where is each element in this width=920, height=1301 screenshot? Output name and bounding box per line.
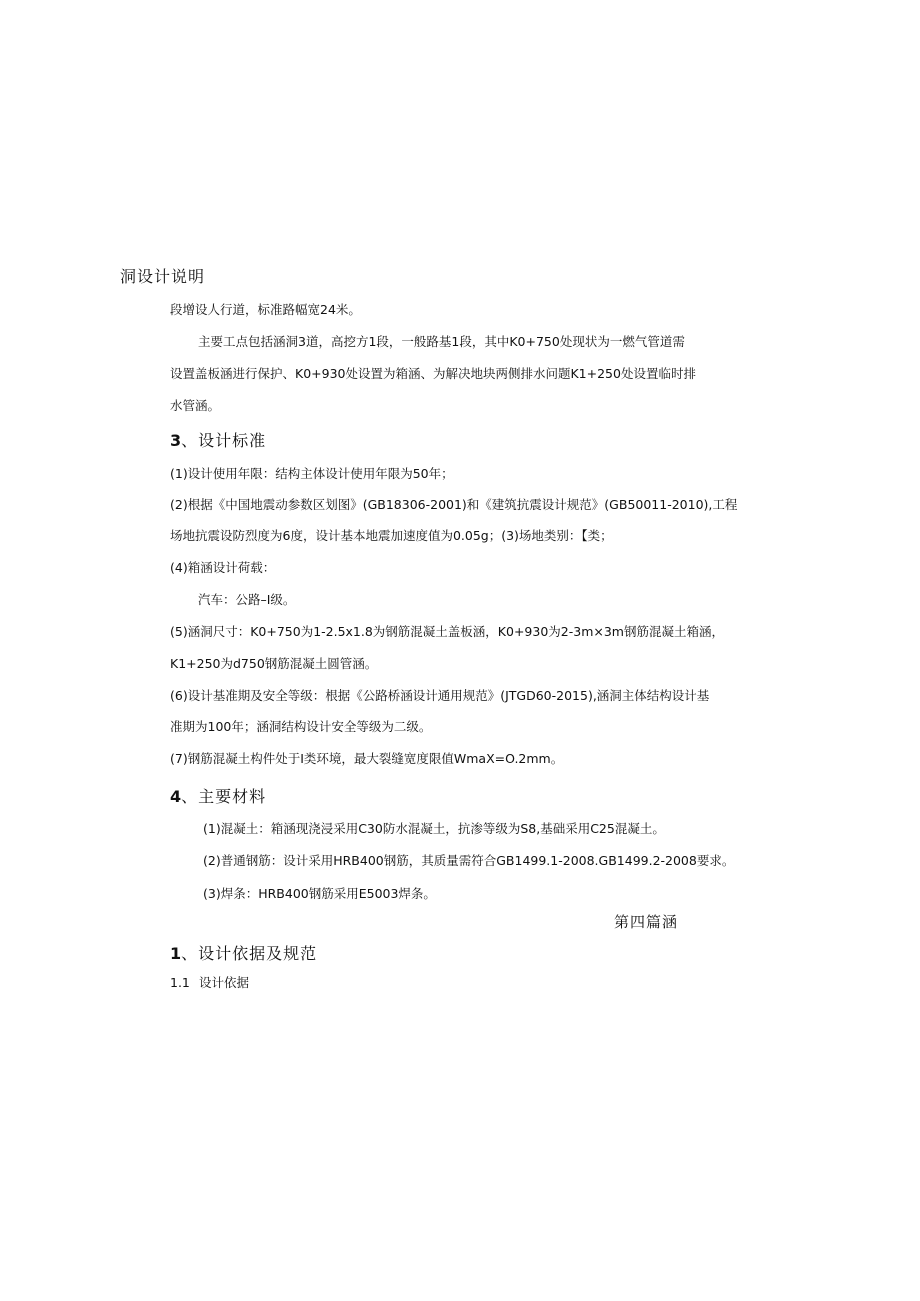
section-1-title: 、设计依据及规范 [181, 944, 318, 963]
subsection-1-1-number: 1.1 [170, 975, 190, 990]
doc-title: 洞设计说明 [120, 267, 206, 286]
material-item-1: (1)混凝土：箱涵现浇浸采用C30防水混凝土，抗渗等级为S8,基础采用C25混凝土。 [203, 821, 665, 836]
standard-item-6: (6)设计基准期及安全等级：根据《公路桥涵设计通用规范》(JTGD60-2015),涵洞主体结构设计基 [170, 688, 710, 703]
standard-item-2: (2)根据《中国地震动参数区划图》(GB18306-2001)和《建筑抗震设计规范》(GB50011-2010),工程 [170, 497, 738, 512]
standard-item-6-cont: 准期为100年；涵洞结构设计安全等级为二级。 [170, 719, 432, 734]
standard-item-4-load: 汽车：公路–I级。 [198, 592, 296, 607]
standard-item-5-cont: K1+250为d750钢筋混凝土圆管涵。 [170, 656, 378, 671]
section-1-number: 1 [170, 944, 182, 963]
standard-item-7: (7)钢筋混凝土构件处于I类环境，最大裂缝宽度限值WmaX=O.2mm。 [170, 751, 564, 766]
material-item-3: (3)焊条：HRB400钢筋采用E5003焊条。 [203, 886, 436, 901]
subsection-1-1-title: 设计依据 [199, 975, 250, 990]
standard-item-5: (5)涵洞尺寸：K0+750为1-2.5x1.8为钢筋混凝土盖板涵，K0+930为2-3m×3m钢筋混凝土箱涵， [170, 624, 724, 639]
material-item-2: (2)普通钢筋：设计采用HRB400钢筋，其质量需符合GB1499.1-2008.GB1499.2-2008要求。 [203, 853, 735, 868]
section-3-number: 3 [170, 431, 182, 450]
standard-item-2-cont: 场地抗震设防烈度为6度，设计基本地震加速度值为0.05g；(3)场地类别：【类； [170, 528, 613, 543]
standard-item-4: (4)箱涵设计荷载： [170, 560, 276, 575]
section-3-title: 、设计标准 [181, 431, 267, 450]
standard-item-1: (1)设计使用年限：结构主体设计使用年限为50年； [170, 466, 454, 481]
section-4-heading [170, 786, 266, 808]
part-title: 第四篇涵 [614, 913, 679, 931]
section-4-number: 4 [170, 787, 182, 806]
intro-line-3: 设置盖板涵进行保护、K0+930处设置为箱涵、为解决地块两侧排水问题K1+250处设置临时排 [170, 366, 696, 381]
intro-line-4: 水管涵。 [170, 398, 221, 413]
section-4-title: 、主要材料 [181, 787, 267, 806]
section-1-heading [170, 943, 317, 965]
intro-line-2: 主要工点包括涵洞3道，高挖方1段，一般路基1段，其中K0+750处现状为一燃气管道需 [198, 334, 685, 349]
intro-line-1: 段增设人行道，标准路幅宽24米。 [170, 302, 361, 317]
section-3-heading [170, 430, 266, 452]
